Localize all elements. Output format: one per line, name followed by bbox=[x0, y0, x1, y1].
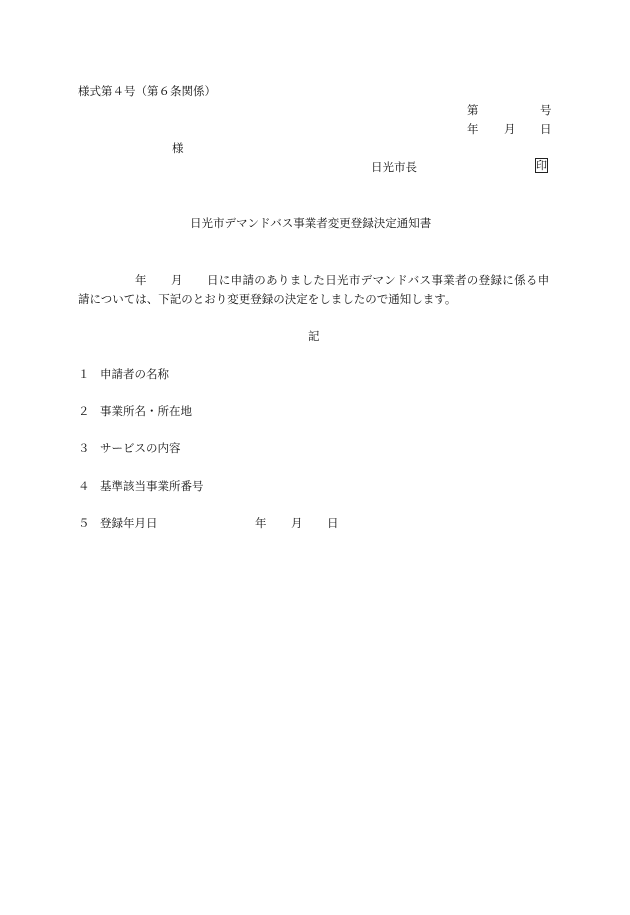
date-year: 年 bbox=[467, 122, 479, 136]
registration-day: 日 bbox=[327, 516, 339, 530]
form-label: 様式第４号（第６条関係） bbox=[78, 84, 216, 98]
item-label-applicant-name: 申請者の名称 bbox=[100, 367, 169, 381]
doc-number-prefix: 第 bbox=[467, 103, 479, 117]
item-number: １ bbox=[78, 367, 90, 381]
body-line-1: 日に申請のありました日光市デマンドバス事業者の登録に係る申 bbox=[207, 273, 550, 287]
date-month: 月 bbox=[504, 122, 516, 136]
item-number: ５ bbox=[78, 516, 90, 530]
item-number: ２ bbox=[78, 404, 90, 418]
seal-mark: 印 bbox=[536, 159, 547, 172]
body-line-2: 請については、下記のとおり変更登録の決定をしましたので通知します。 bbox=[78, 292, 457, 306]
item-label-service-content: サービスの内容 bbox=[100, 441, 181, 455]
item-label-registration-date: 登録年月日 bbox=[100, 516, 158, 530]
ki-heading: 記 bbox=[308, 329, 320, 343]
item-number: ３ bbox=[78, 441, 90, 455]
item-label-office-address: 事業所名・所在地 bbox=[100, 404, 192, 418]
item-number: ４ bbox=[78, 479, 90, 493]
addressee-suffix: 様 bbox=[172, 141, 184, 155]
body-year: 年 bbox=[135, 273, 147, 287]
item-label-office-number: 基準該当事業所番号 bbox=[100, 479, 204, 493]
registration-year: 年 bbox=[255, 516, 267, 530]
registration-month: 月 bbox=[291, 516, 303, 530]
document-title: 日光市デマンドバス事業者変更登録決定通知書 bbox=[190, 216, 432, 230]
issuer-title: 日光市長 bbox=[371, 160, 417, 174]
body-month: 月 bbox=[171, 273, 183, 287]
doc-number-suffix: 号 bbox=[540, 103, 552, 117]
date-day: 日 bbox=[540, 122, 552, 136]
